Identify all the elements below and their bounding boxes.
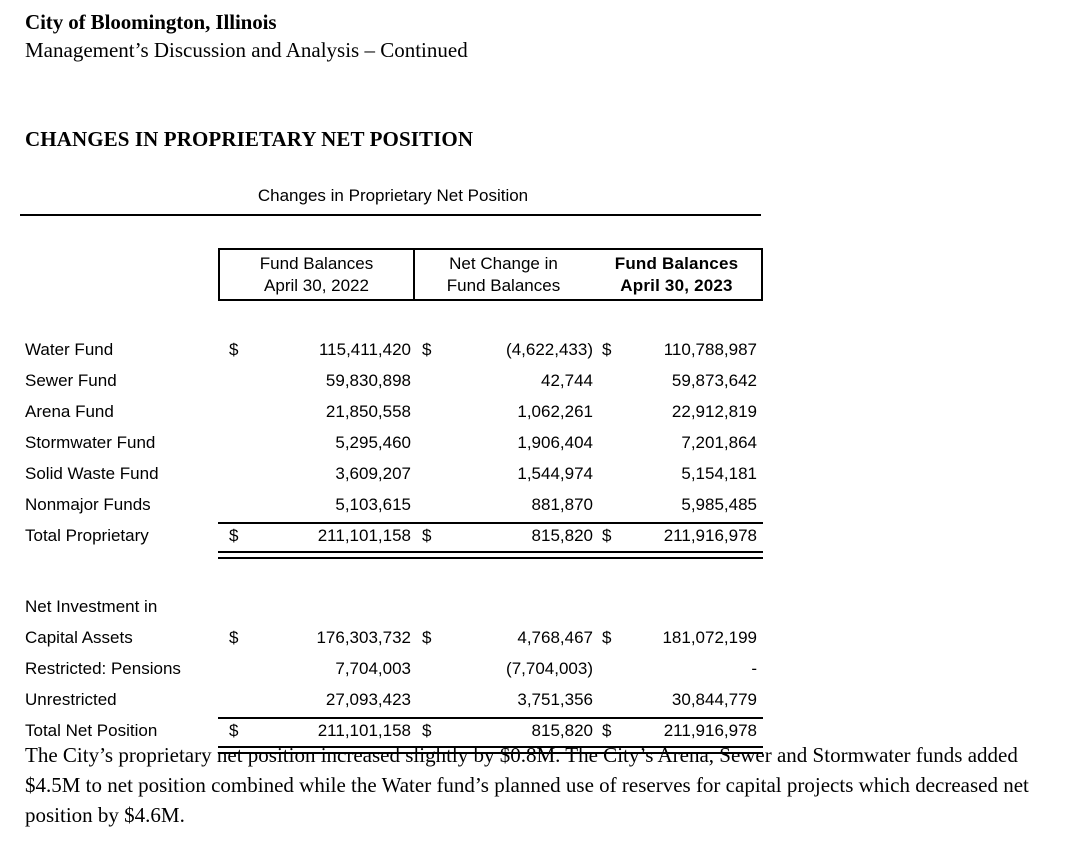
row-label: Stormwater Fund (25, 433, 156, 452)
row-label: Solid Waste Fund (25, 464, 159, 483)
column-header-fund-balances-2023 (592, 250, 761, 299)
table-total-row-proprietary (0, 522, 1088, 553)
cell-fund-balance-2022: 3,609,207 (335, 464, 411, 483)
currency-symbol: $ (229, 628, 239, 647)
cell-fund-balance-2022: 115,411,420 (318, 340, 411, 359)
caption-rule (20, 214, 761, 216)
cell-fund-balance-2023: 30,844,779 (671, 690, 757, 709)
cell-net-change: (7,704,003) (506, 659, 593, 678)
page-subtitle: Management’s Discussion and Analysis – Continued (25, 38, 468, 63)
cell-net-change: 815,820 (531, 721, 593, 740)
cell-net-change: 1,062,261 (517, 402, 593, 421)
row-spacer (0, 584, 1088, 593)
document-header (25, 8, 1025, 65)
cell-net-change: 1,906,404 (517, 433, 593, 452)
column-header-net-change (415, 250, 592, 299)
cell-fund-balance-2023: 211,916,978 (663, 721, 757, 740)
row-label: Capital Assets (25, 628, 133, 647)
subtotal-rule (218, 717, 763, 719)
cell-fund-balance-2022: 5,103,615 (335, 495, 411, 514)
cell-fund-balance-2022: 7,704,003 (335, 659, 411, 678)
currency-symbol: $ (229, 721, 239, 740)
column-header-line1: Net Change in (449, 253, 558, 273)
table-caption: Changes in Proprietary Net Position (257, 186, 529, 205)
column-header-fund-balances-2022 (220, 250, 413, 299)
cell-fund-balance-2023: - (751, 659, 757, 678)
cell-net-change: 815,820 (531, 526, 593, 545)
table-row (0, 367, 1088, 398)
grand-total-rule (218, 551, 763, 559)
row-label: Total Net Position (25, 721, 158, 740)
table-row (0, 624, 1088, 655)
currency-symbol: $ (602, 526, 612, 545)
row-label: Water Fund (25, 340, 114, 359)
cell-net-change: (4,622,433) (506, 340, 593, 359)
cell-fund-balance-2023: 22,912,819 (671, 402, 757, 421)
table-body (0, 336, 1088, 748)
cell-fund-balance-2023: 110,788,987 (663, 340, 757, 359)
currency-symbol: $ (229, 340, 239, 359)
column-header-line2: Fund Balances (446, 275, 561, 295)
column-header-line2: April 30, 2023 (620, 275, 733, 295)
currency-symbol: $ (422, 526, 432, 545)
row-label: Sewer Fund (25, 371, 117, 390)
cell-fund-balance-2023: 59,873,642 (671, 371, 757, 390)
cell-fund-balance-2022: 5,295,460 (335, 433, 411, 452)
table-row (0, 491, 1088, 522)
net-position-subheading-row (0, 593, 1088, 624)
cell-net-change: 1,544,974 (517, 464, 593, 483)
currency-symbol: $ (422, 340, 432, 359)
cell-fund-balance-2023: 181,072,199 (662, 628, 757, 647)
column-header-line1: Fund Balances (259, 253, 374, 273)
subtotal-rule (218, 522, 763, 524)
table-row (0, 686, 1088, 717)
column-header-line2: April 30, 2022 (264, 275, 369, 295)
row-label: Total Proprietary (25, 526, 149, 545)
table-row (0, 398, 1088, 429)
cell-fund-balance-2023: 5,985,485 (681, 495, 757, 514)
section-heading: CHANGES IN PROPRIETARY NET POSITION (25, 127, 474, 151)
row-label: Arena Fund (25, 402, 114, 421)
cell-fund-balance-2022: 27,093,423 (325, 690, 411, 709)
table-row (0, 655, 1088, 686)
currency-symbol: $ (602, 721, 612, 740)
currency-symbol: $ (422, 628, 432, 647)
cell-fund-balance-2023: 5,154,181 (681, 464, 757, 483)
cell-fund-balance-2022: 211,101,158 (317, 721, 411, 740)
currency-symbol: $ (229, 526, 239, 545)
cell-fund-balance-2022: 211,101,158 (317, 526, 411, 545)
narrative-paragraph: The City’s proprietary net position increased slightly by $0.8M. The City’s Arena, Sewer and Stormwater funds added $4.5M to net position combined while the Water fund’s planned use of reserves for capital projects which decreased net position by $4.6M. (25, 743, 1029, 827)
cell-net-change: 3,751,356 (517, 690, 593, 709)
row-label: Net Investment in (25, 597, 158, 616)
table-row (0, 429, 1088, 460)
row-label: Nonmajor Funds (25, 495, 151, 514)
cell-net-change: 42,744 (541, 371, 593, 390)
cell-fund-balance-2022: 21,850,558 (325, 402, 411, 421)
row-label: Restricted: Pensions (25, 659, 181, 678)
cell-net-change: 4,768,467 (517, 628, 593, 647)
currency-symbol: $ (602, 340, 612, 359)
table-row (0, 460, 1088, 491)
cell-fund-balance-2023: 7,201,864 (681, 433, 757, 452)
currency-symbol: $ (602, 628, 612, 647)
cell-fund-balance-2023: 211,916,978 (663, 526, 757, 545)
currency-symbol: $ (422, 721, 432, 740)
table-row (0, 336, 1088, 367)
page-title: City of Bloomington, Illinois (25, 10, 277, 34)
row-label: Unrestricted (25, 690, 117, 709)
cell-net-change: 881,870 (531, 495, 593, 514)
column-header-line1: Fund Balances (614, 253, 739, 273)
cell-fund-balance-2022: 59,830,898 (325, 371, 411, 390)
cell-fund-balance-2022: 176,303,732 (316, 628, 411, 647)
